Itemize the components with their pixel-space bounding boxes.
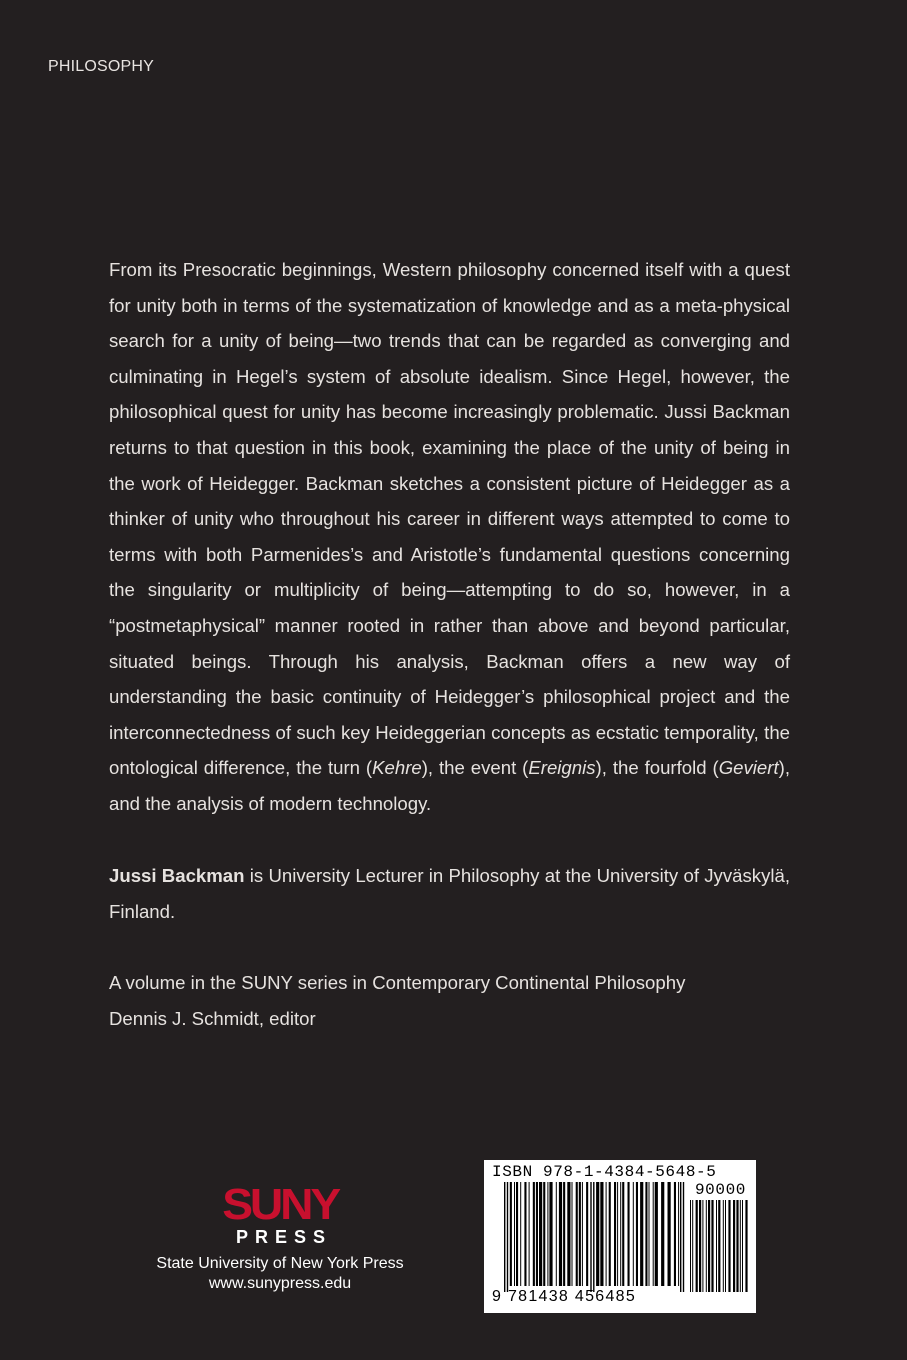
barcode-bar [539, 1182, 542, 1286]
barcode-bar [582, 1182, 583, 1286]
barcode-bar [718, 1200, 720, 1292]
publisher-logo [140, 1180, 420, 1294]
barcode-bar [609, 1182, 611, 1286]
barcode-bar [649, 1182, 650, 1286]
italic-term: Ereignis [528, 757, 596, 779]
description-text: ), and the analysis of modern technology. [109, 757, 790, 814]
barcode-bar [579, 1182, 581, 1286]
barcode-bar [520, 1182, 521, 1286]
barcode-bar [653, 1182, 654, 1286]
barcode-bar [516, 1182, 518, 1286]
author-name: Jussi Backman [109, 865, 245, 886]
barcode-bar [745, 1200, 747, 1292]
description-text: ), the event ( [421, 757, 529, 779]
italic-term: Geviert [718, 757, 779, 779]
barcode-bar [576, 1182, 578, 1286]
barcode-bar [678, 1182, 679, 1286]
barcode-bar [706, 1200, 707, 1292]
barcode-bar [622, 1182, 624, 1286]
barcode-bar [736, 1200, 738, 1292]
barcode-bar [640, 1182, 643, 1286]
barcode-bar [683, 1182, 684, 1292]
barcode-bar [725, 1200, 726, 1292]
barcode-bar [507, 1182, 508, 1292]
barcode-bar [524, 1182, 526, 1286]
barcode-bar [536, 1182, 538, 1286]
barcode-bar [514, 1182, 515, 1286]
isbn-barcode [484, 1160, 756, 1313]
barcode-bar [620, 1182, 621, 1286]
barcode-bar [567, 1182, 570, 1286]
barcode-bar [614, 1182, 616, 1286]
publisher-name: State University of New York Press [156, 1255, 404, 1272]
barcode-bar [510, 1182, 512, 1286]
barcode-bar [628, 1182, 630, 1286]
barcode-bar [593, 1182, 594, 1292]
series-editor: Dennis J. Schmidt, editor [109, 1007, 316, 1029]
isbn-number: ISBN 978-1-4384-5648-5 [492, 1163, 717, 1181]
barcode-bar [606, 1182, 607, 1286]
description-text: From its Presocratic beginnings, Western philosophy concerned itself with a quest for unity both in terms of the systematization of knowledge and as a meta-physical search for a unity of being—two trends that can be regarded as converging and culminating in Hegel’s system of absolute idealism. Since Hegel, however, the philosophical quest for unity has become increasingly problematic. Jussi Backman returns to that question in this book, examining the place of the unity of being in the work of Heidegger. Backman sketches a consistent picture of Heidegger as a thinker of unity who throughout his career in different ways attempted to come to terms with both Parmenides’s and Aristotle’s fundamental questions concerning the singularity or multiplicity of being—attempting to do so, however, in a “postmetaphysical” manner rooted in rather than above and beyond particular, situated beings. Through his analysis, Backman offers a new way of understanding the basic continuity of Heidegger’s philosophical project and the interconnectedness of such key Heideggerian concepts as ecstatic temporality, the ontological difference, the turn ( [109, 259, 790, 779]
series-title: A volume in the SUNY series in Contemporary Continental Philosophy [109, 972, 686, 993]
barcode-bar [559, 1182, 562, 1286]
book-description [109, 252, 790, 822]
barcode-bar [690, 1200, 691, 1292]
barcode-bar [696, 1200, 698, 1292]
author-bio [109, 858, 790, 929]
series-info [109, 965, 790, 1036]
barcode-bar [645, 1182, 647, 1286]
barcode-bar [572, 1182, 573, 1286]
barcode-bar [708, 1200, 710, 1292]
barcode-bar [556, 1182, 557, 1286]
suny-logo-mark: SUNY [222, 1180, 338, 1229]
barcode-bar [711, 1200, 713, 1292]
barcode-bar [661, 1182, 664, 1286]
category-label: PHILOSOPHY [48, 58, 155, 75]
publisher-website: www.sunypress.edu [208, 1275, 352, 1292]
barcode-bar [547, 1182, 548, 1286]
barcode-bar [674, 1182, 676, 1286]
barcode-bar [680, 1182, 681, 1292]
barcode-bar [504, 1182, 505, 1292]
barcode-bar [723, 1200, 724, 1292]
price-code: 90000 [694, 1181, 746, 1199]
description-text: ), the fourfold ( [595, 757, 719, 779]
barcode-bar [529, 1182, 530, 1286]
barcode-bar [668, 1182, 671, 1286]
ean-digits: 9 781438 456485 [492, 1288, 637, 1305]
barcode-bar [702, 1200, 703, 1292]
barcode-bar [533, 1182, 535, 1286]
barcode-bar [740, 1200, 741, 1292]
barcode-bar [586, 1182, 588, 1286]
barcode-bar [543, 1182, 545, 1286]
barcode-bar [633, 1182, 634, 1286]
barcode-bar [742, 1200, 743, 1292]
barcode-bar [728, 1200, 730, 1292]
author-bio-text: is University Lecturer in Philosophy at the University of Jyväskylä, Finland. [109, 865, 791, 922]
barcode-bar [617, 1182, 618, 1286]
barcode-bar [655, 1182, 658, 1286]
barcode-bar [716, 1200, 717, 1292]
barcode-bar [549, 1182, 552, 1286]
press-logo-text: PRESS [235, 1227, 333, 1247]
italic-term: Kehre [372, 757, 422, 779]
barcode-bar [600, 1182, 603, 1286]
barcode-bar [733, 1200, 735, 1292]
barcode-bar [692, 1200, 693, 1292]
barcode-bar [563, 1182, 565, 1286]
barcode-bar [590, 1182, 591, 1292]
barcode-bar [699, 1200, 701, 1292]
barcode-bar [636, 1182, 638, 1286]
barcode-bar [596, 1182, 599, 1286]
